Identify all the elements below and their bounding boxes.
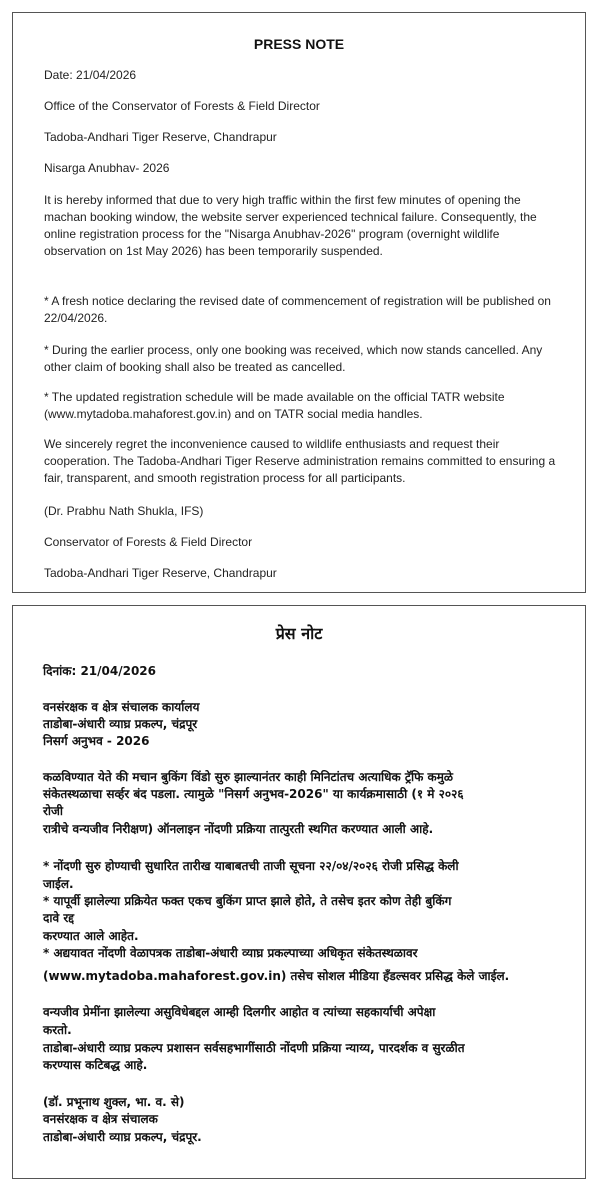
english-designation: Conservator of Forests & Field Director xyxy=(44,535,253,549)
english-sign-reserve: Tadoba-Andhari Tiger Reserve, Chandrapur xyxy=(44,566,277,580)
marathi-sign-reserve: ताडोबा-अंधारी व्याघ्र प्रकल्प, चंद्रपूर. xyxy=(43,1130,202,1144)
english-bullet-1: * A fresh notice declaring the revised date of commencement of registration will be published on 22/04/2026. xyxy=(44,294,551,325)
marathi-paragraph-1-line: रोजी xyxy=(43,804,64,818)
marathi-bullet-3-line: (www.mytadoba.mahaforest.gov.in) तसेच सोशल मीडिया हॅंडल्सवर प्रसिद्ध केले जाईल. xyxy=(43,969,510,983)
marathi-paragraph-2-line: ताडोबा-अंधारी व्याघ्र प्रकल्प प्रशासन सर्वसहभागींसाठी नोंदणी प्रक्रिया न्याय्य, पारदर्शक व सुरळीत xyxy=(43,1041,465,1055)
marathi-bullet-2-line: दावे रद्द xyxy=(43,911,75,925)
marathi-bullet-3-line: * अद्ययावत नोंदणी वेळापत्रक ताडोबा-अंधारी व्याघ्र प्रकल्पाच्या अधिकृत संकेतस्थळावर xyxy=(43,946,418,960)
marathi-press-note xyxy=(12,605,586,1179)
english-office: Office of the Conservator of Forests & Field Director xyxy=(44,99,320,113)
marathi-designation: वनसंरक्षक व क्षेत्र संचालक xyxy=(43,1112,158,1126)
english-paragraph-2: We sincerely regret the inconvenience caused to wildlife enthusiasts and request their cooperation. The Tadoba-Andhari Tiger Reserve administration remains committed to ensuring a fair, transparent, and smooth registration process for all participants. xyxy=(44,437,556,485)
marathi-signatory: (डॉ. प्रभूनाथ शुक्ल, भा. व. से) xyxy=(43,1095,185,1109)
marathi-paragraph-1-line: संकेतस्थळाचा सर्व्हर बंद पडला. त्यामुळे "निसर्ग अनुभव-2026" या कार्यक्रमासाठी (१ मे २०२६ xyxy=(43,787,464,801)
english-paragraph-1: It is hereby informed that due to very high traffic within the first few minutes of opening the machan booking window, the website server experienced technical failure. Consequently, the online registration process for the "Nisarga Anubhav-2026" program (overnight wildlife observation on 1st May 2026) has been temporarily suspended. xyxy=(44,193,537,258)
marathi-bullet-2-line: करण्यात आले आहेत. xyxy=(43,929,139,943)
marathi-paragraph-1-line: रात्रीचे वन्यजीव निरीक्षण) ऑनलाइन नोंदणी प्रक्रिया तात्पुरती स्थगित करण्यात आली आहे. xyxy=(43,822,434,836)
marathi-paragraph-2-line: करण्यास कटिबद्ध आहे. xyxy=(43,1058,148,1072)
marathi-paragraph-1-line: कळविण्यात येते की मचान बुकिंग विंडो सुरु झाल्यानंतर काही मिनिटांतच अत्याधिक ट्रॅफि कमुळे xyxy=(43,770,454,784)
marathi-bullet-1-line: * नोंदणी सुरु होण्याची सुधारित तारीख याबाबतची ताजी सूचना २२/०४/२०२६ रोजी प्रसिद्ध केली xyxy=(43,859,459,873)
marathi-paragraph-2-line: करतो. xyxy=(43,1023,72,1037)
marathi-date: दिनांक: 21/04/2026 xyxy=(43,664,157,678)
english-bullet-3: * The updated registration schedule will be made available on the official TATR website (www.mytadoba.mahaforest.gov.in) and on TATR social media handles. xyxy=(44,390,505,421)
english-press-note xyxy=(12,12,586,593)
english-title: PRESS NOTE xyxy=(253,36,345,52)
english-bullet-2: * During the earlier process, only one booking was received, which now stands cancelled. Any other claim of booking shall also be treated as cancelled. xyxy=(44,343,543,374)
marathi-bullet-2-line: * यापूर्वी झालेल्या प्रक्रियेत फक्त एकच बुकिंग प्राप्त झाले होते, ते तसेच इतर कोण तेही बुकिंग xyxy=(43,894,452,908)
marathi-program: निसर्ग अनुभव - 2026 xyxy=(43,734,150,748)
marathi-title: प्रेस नोट xyxy=(275,624,323,643)
marathi-paragraph-2-line: वन्यजीव प्रेमींना झालेल्या असुविधेबद्दल आम्ही दिलगीर आहोत व त्यांच्या सहकार्याची अपेक्षा xyxy=(43,1005,436,1019)
english-reserve: Tadoba-Andhari Tiger Reserve, Chandrapur xyxy=(44,130,277,144)
marathi-bullet-1-line: जाईल. xyxy=(43,877,74,891)
marathi-reserve: ताडोबा-अंधारी व्याघ्र प्रकल्प, चंद्रपूर xyxy=(43,717,198,731)
english-signatory: (Dr. Prabhu Nath Shukla, IFS) xyxy=(44,504,204,518)
marathi-office: वनसंरक्षक व क्षेत्र संचालक कार्यालय xyxy=(43,700,200,714)
english-date: Date: 21/04/2026 xyxy=(44,68,137,82)
english-program: Nisarga Anubhav- 2026 xyxy=(44,161,170,175)
